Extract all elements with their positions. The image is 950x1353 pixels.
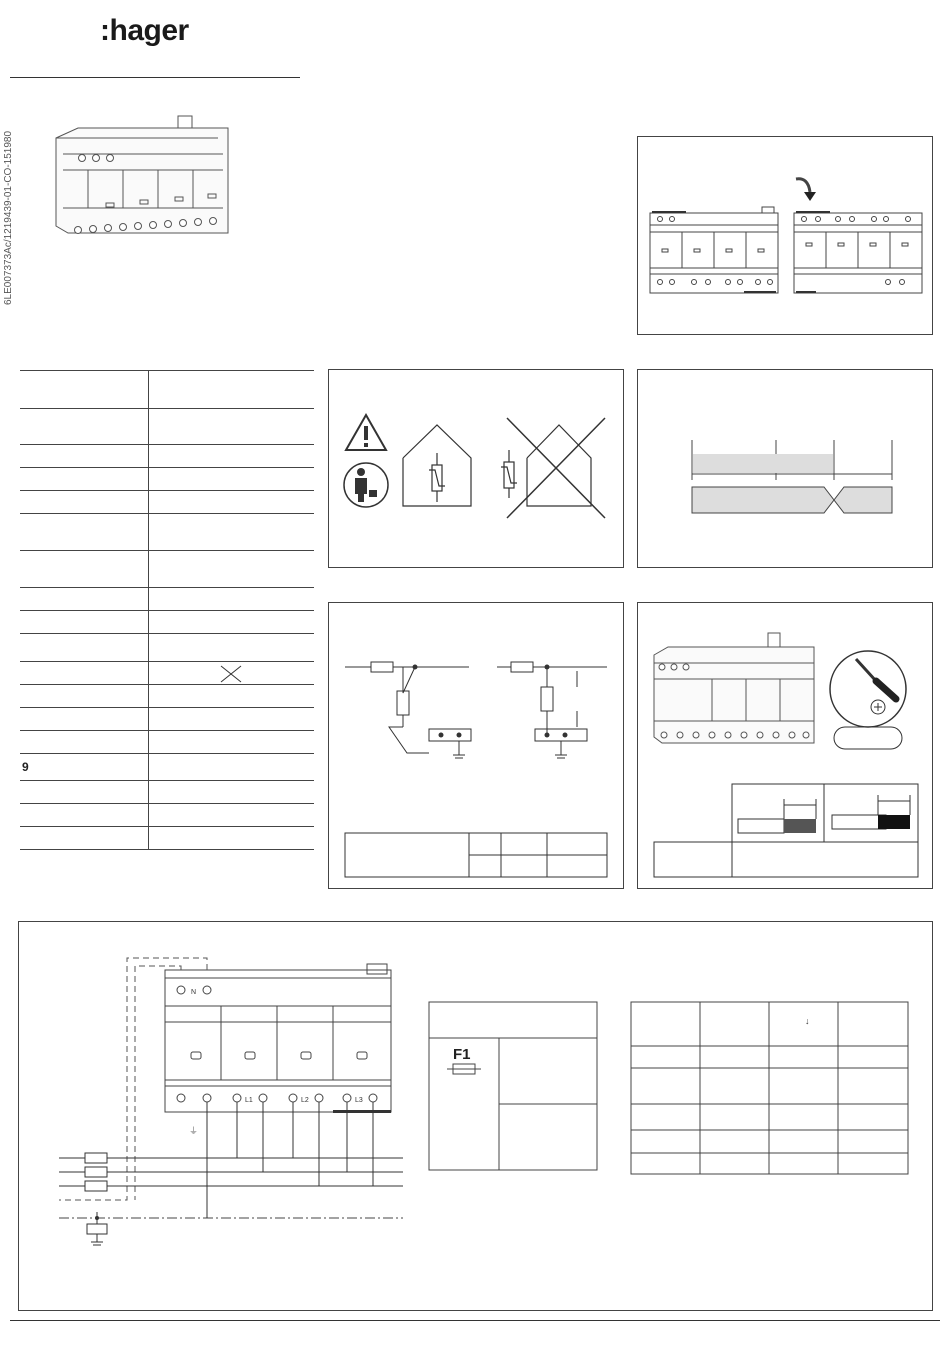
- fuse-table: [429, 1002, 597, 1170]
- wiring-panel: [18, 921, 933, 1311]
- allowed-installation-icon: [403, 425, 471, 506]
- fuse-symbol-label: F1: [453, 1046, 471, 1063]
- spec-row-label: 9: [22, 760, 29, 774]
- warning-triangle-icon: [346, 415, 386, 450]
- electrician-icon: [344, 463, 388, 507]
- product-illustration: [48, 108, 248, 248]
- document-code: 6LE007373Ac/1219439-01-CO-151980: [3, 130, 14, 305]
- brand-logo: :hager: [100, 14, 189, 47]
- curve-table: [631, 1002, 908, 1174]
- terminal-label-l3: L3: [355, 1097, 363, 1104]
- range-diagram-panel: [637, 369, 933, 568]
- terminal-label-l1: L1: [245, 1097, 253, 1104]
- footer-divider: [10, 1320, 940, 1321]
- rotation-figure: [638, 137, 932, 334]
- terminal-label-l2: L2: [301, 1097, 309, 1104]
- screwdriver-icon: [830, 651, 906, 749]
- header-divider: [10, 77, 300, 78]
- connection-schematic-panel: [328, 602, 624, 889]
- rotation-figure-box: [637, 136, 933, 335]
- forbidden-installation-icon: [501, 418, 605, 518]
- wiring-diagram: [19, 922, 932, 1310]
- earth-icon: ⏚: [189, 1126, 199, 1136]
- neutral-label: N: [191, 989, 197, 996]
- warning-panel: [328, 369, 624, 568]
- arrow-down-icon: ↓: [805, 1016, 810, 1026]
- cross-mark-icon: [218, 664, 244, 684]
- installation-tool-panel: [637, 602, 933, 889]
